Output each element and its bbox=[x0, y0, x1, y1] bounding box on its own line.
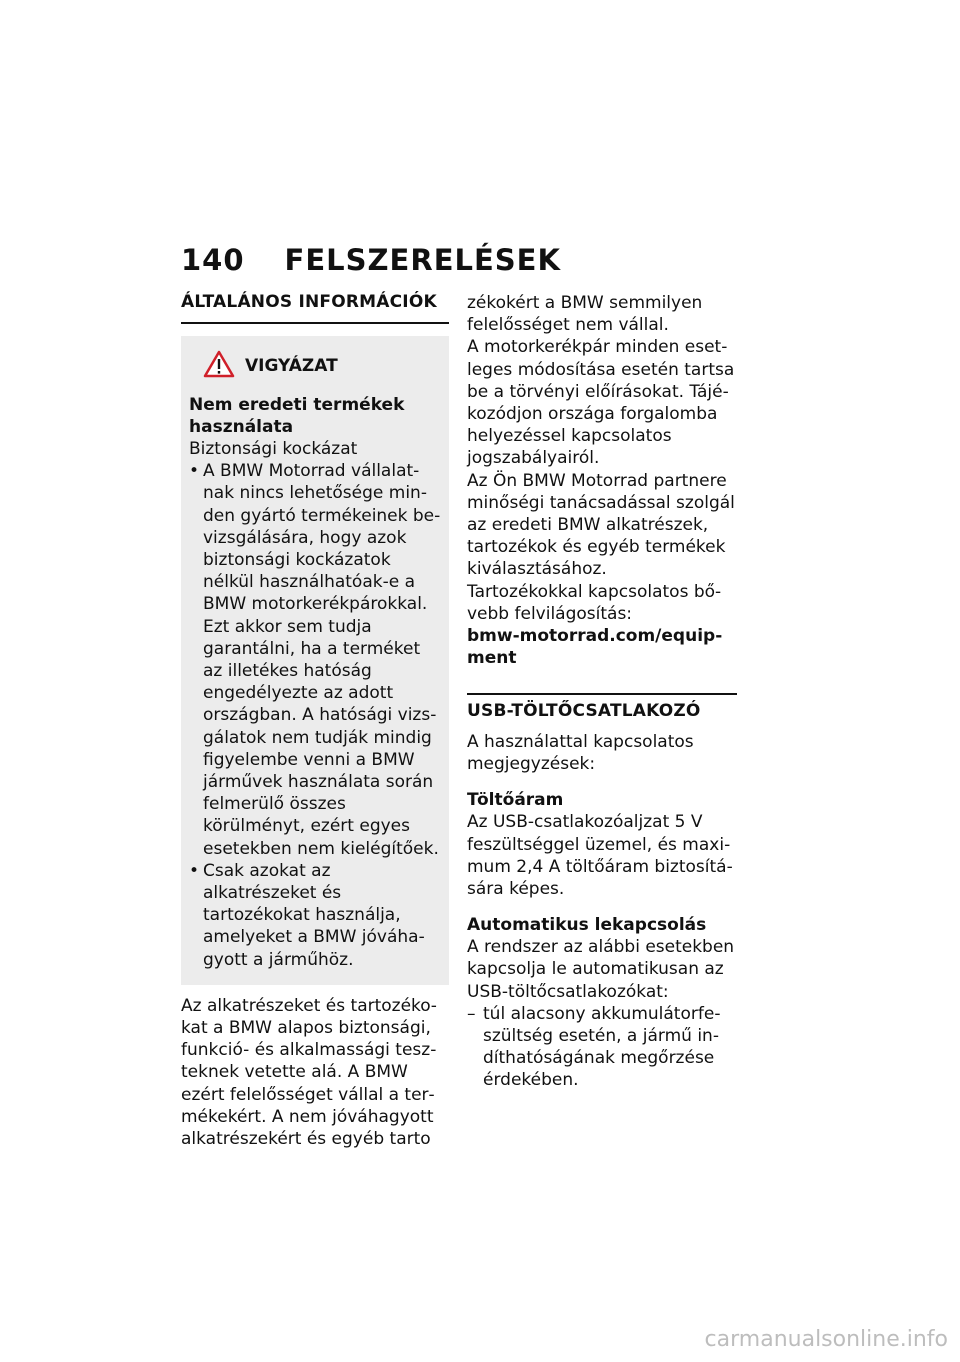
page-header bbox=[181, 243, 561, 277]
body-paragraph: Tartozékokkal kapcsolatos bővebb felvilágosítás: bbox=[467, 581, 722, 624]
body-paragraph: Az Ön BMW Motorrad partnere minőségi tanácsadással szolgál az eredeti BMW alkatrészek, tartozékok és egyéb termékek kiválasztásához. bbox=[467, 470, 735, 580]
body-paragraph: A rendszer az alábbi esetekben kapcsolja le automatikusan az USB-töltőcsatlakozókat: bbox=[467, 937, 735, 1002]
right-column bbox=[467, 292, 737, 1092]
chapter-title: FELSZERELÉSEK bbox=[284, 243, 561, 277]
body-paragraph: A motorkerékpár minden esetleges módosítása esetén tartsa be a törvényi előírásokat. Tájékozódjon országa forgalomba helyezéssel kapcsolatos jogszabályairól. bbox=[467, 337, 735, 469]
dash-list-item: – túl alacsony akkumulátorfeszültség esetén, a jármű indíthatóságának megőrzése érdekében. bbox=[467, 1003, 737, 1092]
warning-header bbox=[203, 350, 441, 382]
subheading-auto-shutoff: Automatikus lekapcsolás bbox=[467, 915, 707, 936]
warning-heading: Nem eredeti termékek használata bbox=[189, 395, 405, 437]
shutoff-dash-list bbox=[467, 1003, 737, 1092]
body-paragraph: A használattal kapcsolatos megjegyzések: bbox=[467, 732, 694, 775]
warning-triangle-icon bbox=[203, 350, 235, 382]
watermark: carmanualsonline.info bbox=[704, 1327, 948, 1352]
warning-bullet-list bbox=[189, 460, 441, 971]
subheading-charging-current: Töltőáram bbox=[467, 790, 564, 811]
body-paragraph: Az USB-csatlakozóaljzat 5 V feszültséggel üzemel, és maximum 2,4 A töltőáram biztosítására képes. bbox=[467, 812, 733, 900]
section-title-usb: USB-TÖLTŐCSATLAKOZÓ bbox=[467, 693, 737, 721]
section-title-general-info: ÁLTALÁNOS INFORMÁCIÓK bbox=[181, 292, 449, 324]
warning-box bbox=[181, 336, 449, 985]
warning-risk: Biztonsági kockázat bbox=[189, 439, 358, 459]
warning-bullet-item: • A BMW Motorrad vállalatnak nincs lehetősége minden gyártó termékeinek bevizsgálására, hogy azok biztonsági kockázatok nélkül használhatóak-e a BMW motorkerékpárokkal. Ezt akkor sem tudja garantálni, ha a terméket az illetékes hatóság engedélyezte az adott országban. A hatósági vizsgálatok nem tudják mindig figyelembe venni a BMW járművek használata során felmerülő összes körülményt, ezért egyes esetekben nem kielégítőek. bbox=[189, 460, 441, 860]
body-paragraph: Az alkatrészeket és tartozékokat a BMW alapos biztonsági, funkció- és alkalmassági teszteknek vetette alá. A BMW ezért felelősséget vállal a termékekért. A nem jóváhagyott alkatrészekért és egyéb tarto bbox=[181, 995, 437, 1150]
page-number: 140 bbox=[181, 243, 245, 277]
warning-title: VIGYÁZAT bbox=[245, 356, 338, 376]
accessories-link[interactable]: bmw-motorrad.com/equipment bbox=[467, 626, 723, 669]
body-paragraph: zékokért a BMW semmilyen felelősséget nem vállal. bbox=[467, 293, 703, 336]
warning-bullet-item: • Csak azokat az alkatrészeket és tartozékokat használja, amelyeket a BMW jóváhagyott a járműhöz. bbox=[189, 860, 441, 971]
left-column bbox=[181, 292, 449, 1150]
